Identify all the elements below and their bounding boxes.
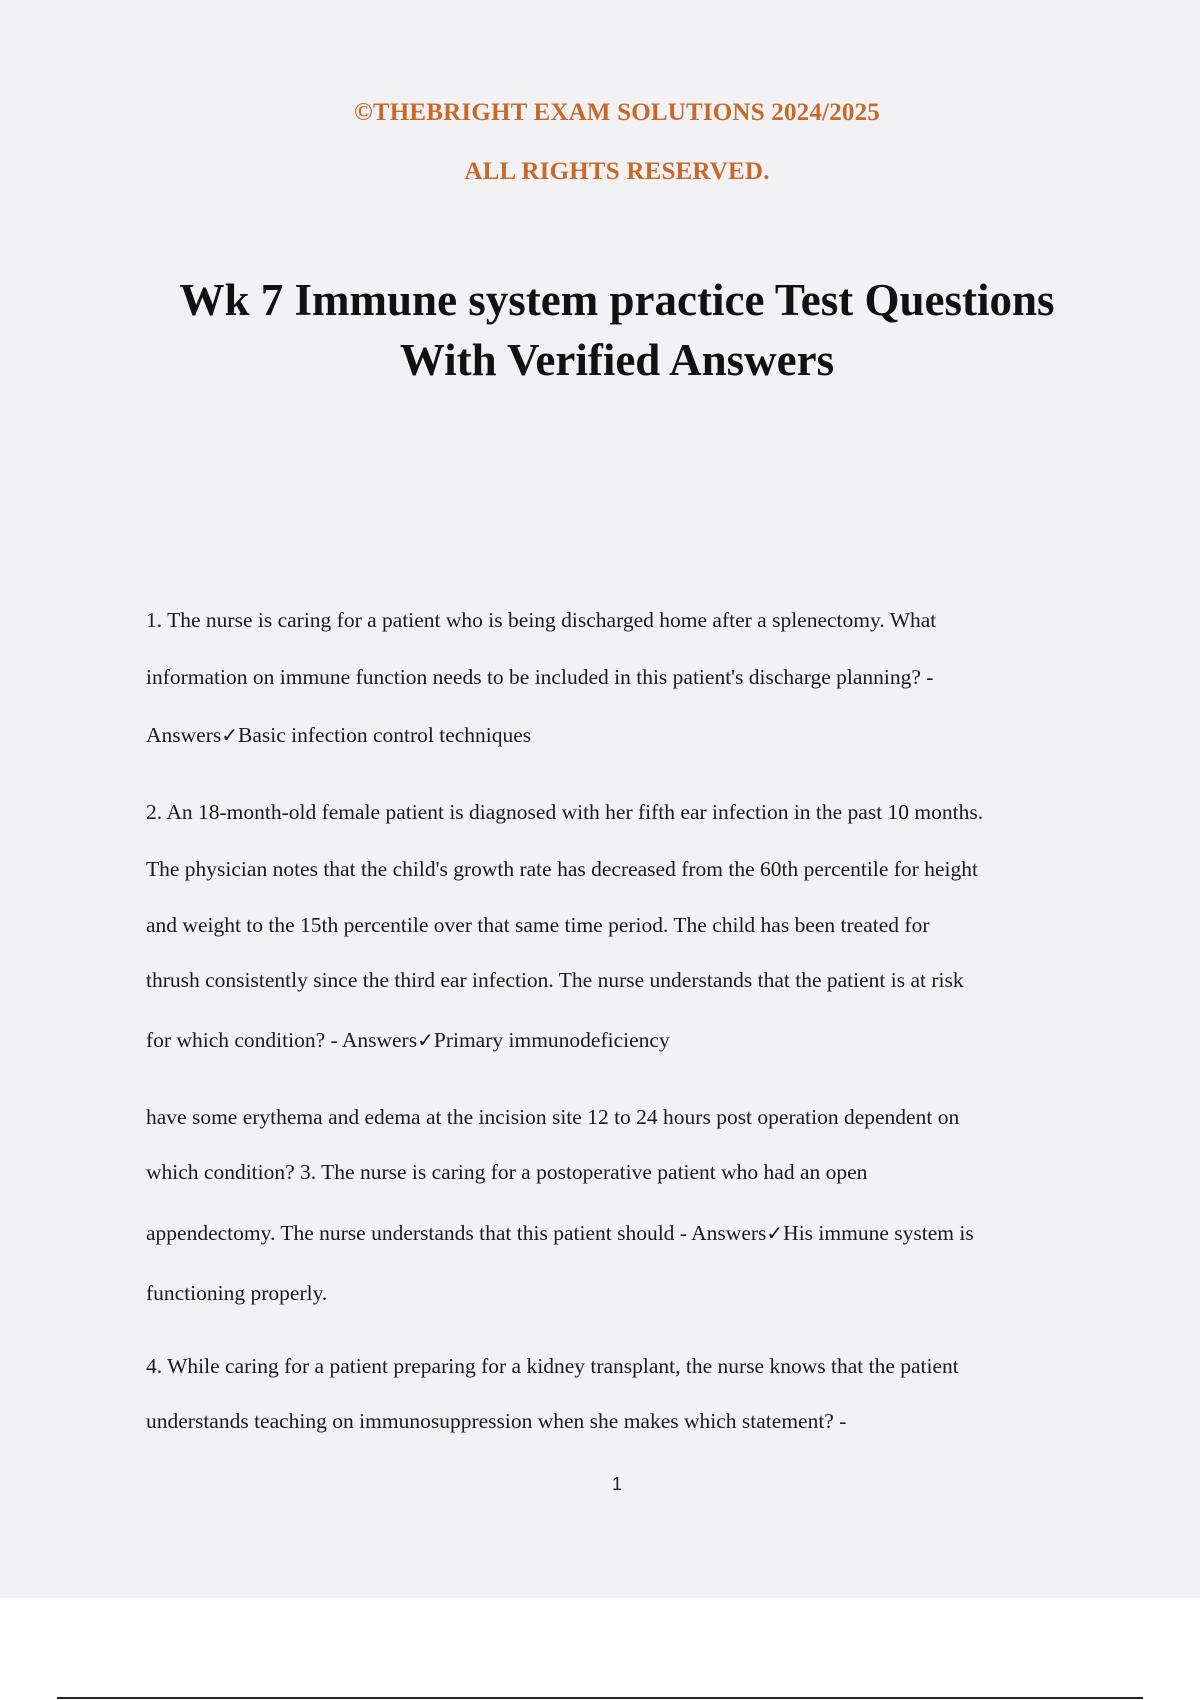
question-2-line-4: thrush consistently since the third ear infection. The nurse understands that the patient is at risk xyxy=(146,968,964,992)
footer-divider xyxy=(57,1697,1143,1699)
check-mark-icon: ✓ xyxy=(766,1221,784,1245)
answer-text: His immune system is xyxy=(783,1221,974,1245)
question-3-line-2: which condition? 3. The nurse is caring for a postoperative patient who had an open xyxy=(146,1160,868,1184)
question-2-answer xyxy=(146,1027,670,1053)
check-mark-icon: ✓ xyxy=(417,1028,434,1052)
document-title-line-2: With Verified Answers xyxy=(399,335,835,385)
copyright-line-2: ALL RIGHTS RESERVED. xyxy=(464,158,770,185)
answer-prefix: for which condition? - Answers xyxy=(146,1028,418,1052)
question-3-line-4: functioning properly. xyxy=(146,1281,328,1305)
question-1-line-1: 1. The nurse is caring for a patient who is being discharged home after a splenectomy. What xyxy=(146,608,937,632)
question-4-line-2: understands teaching on immunosuppression when she makes which statement? - xyxy=(146,1409,847,1433)
answer-prefix: Answers xyxy=(146,723,222,747)
copyright-line-1: ©THEBRIGHT EXAM SOLUTIONS 2024/2025 xyxy=(353,99,880,126)
answer-text: Primary immunodeficiency xyxy=(433,1028,670,1052)
document-title-line-1: Wk 7 Immune system practice Test Questions xyxy=(179,275,1055,325)
answer-prefix: appendectomy. The nurse understands that this patient should - Answers xyxy=(146,1221,767,1245)
answer-text: Basic infection control techniques xyxy=(238,723,532,747)
question-2-line-1: 2. An 18-month-old female patient is diagnosed with her fifth ear infection in the past 10 months. xyxy=(146,800,984,824)
question-1-line-2: information on immune function needs to be included in this patient's discharge planning? - xyxy=(146,665,934,689)
page-number: 1 xyxy=(611,1474,622,1494)
question-3-line-1: have some erythema and edema at the incision site 12 to 24 hours post operation dependent on xyxy=(146,1105,960,1129)
question-4-line-1: 4. While caring for a patient preparing for a kidney transplant, the nurse knows that the patient xyxy=(146,1354,959,1378)
question-3-answer xyxy=(146,1220,974,1246)
question-1-answer xyxy=(146,722,531,748)
check-mark-icon: ✓ xyxy=(221,723,239,747)
question-2-line-3: and weight to the 15th percentile over that same time period. The child has been treated for xyxy=(146,913,930,937)
question-2-line-2: The physician notes that the child's growth rate has decreased from the 60th percentile for height xyxy=(146,857,978,881)
